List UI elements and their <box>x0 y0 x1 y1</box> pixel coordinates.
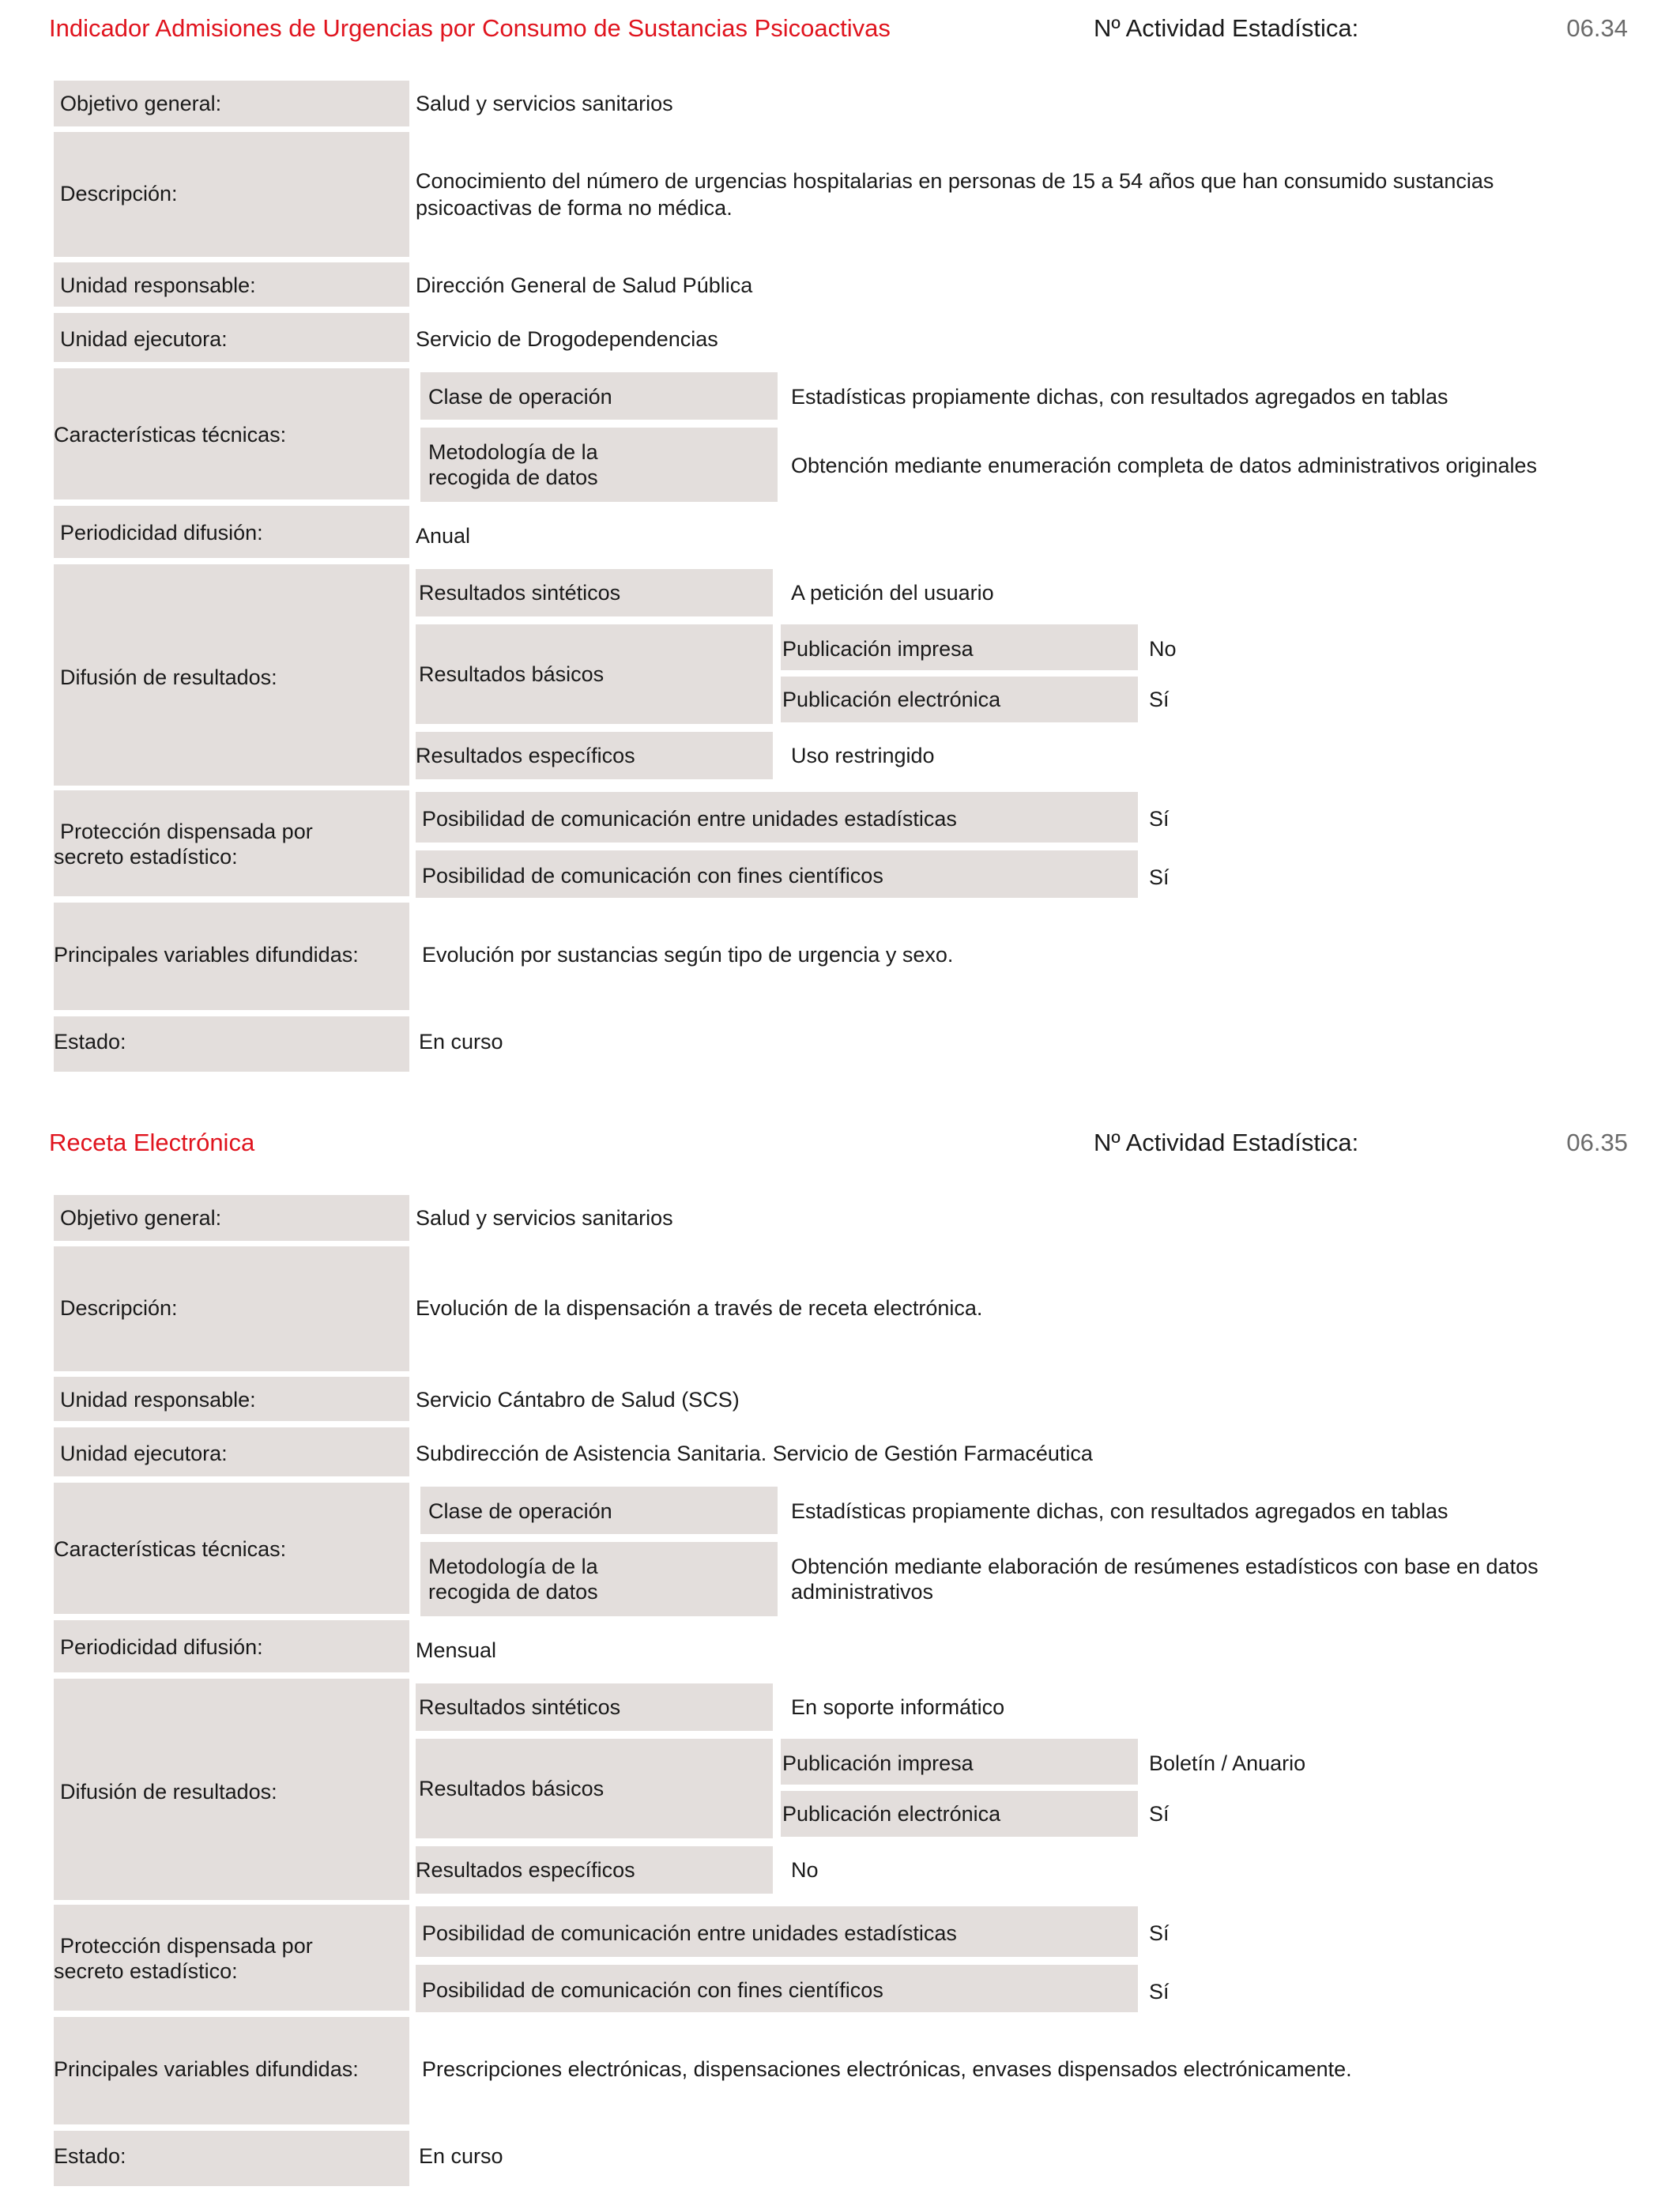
unidad-responsable-value: Servicio Cántabro de Salud (SCS) <box>416 1388 740 1412</box>
comunicacion-cientificos-value: Sí <box>1149 865 1170 889</box>
variables-value: Evolución por sustancias según tipo de urgencia y sexo. <box>422 943 954 967</box>
descripcion-label: Descripción: <box>60 182 178 205</box>
resultados-especificos-value: No <box>791 1858 819 1882</box>
unidad-ejecutora-value: Subdirección de Asistencia Sanitaria. Servicio de Gestión Farmacéutica <box>416 1442 1093 1465</box>
objetivo-label: Objetivo general: <box>60 1206 222 1230</box>
comunicacion-unidades-label: Posibilidad de comunicación entre unidades estadísticas <box>422 807 957 831</box>
comunicacion-unidades-label: Posibilidad de comunicación entre unidades estadísticas <box>422 1921 957 1945</box>
clase-operacion-value: Estadísticas propiamente dichas, con resultados agregados en tablas <box>791 1499 1448 1523</box>
objetivo-label: Objetivo general: <box>60 92 222 115</box>
proteccion-label-line2: secreto estadístico: <box>54 845 238 869</box>
publicacion-electronica-label: Publicación electrónica <box>782 688 1001 711</box>
estado-value: En curso <box>419 2144 503 2168</box>
publicacion-electronica-value: Sí <box>1149 688 1170 711</box>
difusion-label: Difusión de resultados: <box>60 665 277 689</box>
periodicidad-value: Mensual <box>416 1638 497 1662</box>
unidad-responsable-value: Dirección General de Salud Pública <box>416 273 753 297</box>
comunicacion-cientificos-label: Posibilidad de comunicación con fines científicos <box>422 1978 883 2002</box>
resultados-especificos-label: Resultados específicos <box>416 744 635 767</box>
comunicacion-unidades-value: Sí <box>1149 1921 1170 1945</box>
caracteristicas-label: Características técnicas: <box>54 423 287 447</box>
descripcion-value-line2: psicoactivas de forma no médica. <box>416 196 733 220</box>
unidad-ejecutora-value: Servicio de Drogodependencias <box>416 327 718 351</box>
periodicidad-label: Periodicidad difusión: <box>60 1635 263 1659</box>
publicacion-electronica-value: Sí <box>1149 1802 1170 1826</box>
proteccion-label-line1: Protección dispensada por <box>60 1934 313 1958</box>
objetivo-value: Salud y servicios sanitarios <box>416 1206 673 1230</box>
clase-operacion-label: Clase de operación <box>428 1499 612 1523</box>
descripcion-value-line1: Conocimiento del número de urgencias hospitalarias en personas de 15 a 54 años que han consumido sustancias <box>416 169 1494 193</box>
resultados-sinteticos-value: A petición del usuario <box>791 581 994 605</box>
resultados-sinteticos-label: Resultados sintéticos <box>419 1695 621 1719</box>
publicacion-impresa-label: Publicación impresa <box>782 637 974 661</box>
descripcion-value-line1: Evolución de la dispensación a través de receta electrónica. <box>416 1296 983 1320</box>
publicacion-electronica-label: Publicación electrónica <box>782 1802 1001 1826</box>
metodologia-label-line1: Metodología de la <box>428 1555 598 1578</box>
publicacion-impresa-label: Publicación impresa <box>782 1751 974 1775</box>
activity-number: 06.35 <box>1566 1129 1628 1156</box>
section-activity-06-35 <box>0 1114 1680 2194</box>
proteccion-label-line1: Protección dispensada por <box>60 820 313 843</box>
variables-label: Principales variables difundidas: <box>54 2057 359 2081</box>
estado-label: Estado: <box>54 1030 126 1054</box>
proteccion-label-line2: secreto estadístico: <box>54 1959 238 1983</box>
clase-operacion-label: Clase de operación <box>428 385 612 409</box>
publicacion-impresa-value: Boletín / Anuario <box>1149 1751 1306 1775</box>
resultados-especificos-label: Resultados específicos <box>416 1858 635 1882</box>
unidad-ejecutora-label: Unidad ejecutora: <box>60 327 228 351</box>
variables-label: Principales variables difundidas: <box>54 943 359 967</box>
section-title: Indicador Admisiones de Urgencias por Consumo de Sustancias Psicoactivas <box>49 14 891 42</box>
section-title: Receta Electrónica <box>49 1129 255 1156</box>
activity-number-label: Nº Actividad Estadística: <box>1094 1129 1359 1156</box>
comunicacion-cientificos-value: Sí <box>1149 1980 1170 2004</box>
difusion-label: Difusión de resultados: <box>60 1780 277 1804</box>
periodicidad-value: Anual <box>416 524 471 548</box>
resultados-basicos-label: Resultados básicos <box>419 662 605 686</box>
estado-value: En curso <box>419 1030 503 1054</box>
metodologia-value-line1: Obtención mediante enumeración completa de datos administrativos originales <box>791 454 1538 477</box>
metodologia-label-line2: recogida de datos <box>428 1580 598 1604</box>
caracteristicas-label: Características técnicas: <box>54 1537 287 1561</box>
unidad-ejecutora-label: Unidad ejecutora: <box>60 1442 228 1465</box>
descripcion-label: Descripción: <box>60 1296 178 1320</box>
unidad-responsable-label: Unidad responsable: <box>60 1388 256 1412</box>
metodologia-value-line2: administrativos <box>791 1580 934 1604</box>
estado-label: Estado: <box>54 2144 126 2168</box>
comunicacion-unidades-value: Sí <box>1149 807 1170 831</box>
clase-operacion-value: Estadísticas propiamente dichas, con resultados agregados en tablas <box>791 385 1448 409</box>
resultados-basicos-label: Resultados básicos <box>419 1777 605 1800</box>
publicacion-impresa-value: No <box>1149 637 1177 661</box>
metodologia-label-line2: recogida de datos <box>428 466 598 489</box>
periodicidad-label: Periodicidad difusión: <box>60 521 263 545</box>
metodologia-label-line1: Metodología de la <box>428 440 598 464</box>
resultados-sinteticos-label: Resultados sintéticos <box>419 581 621 605</box>
activity-number: 06.34 <box>1566 14 1628 42</box>
variables-value: Prescripciones electrónicas, dispensaciones electrónicas, envases dispensados electrónicamente. <box>422 2057 1352 2081</box>
resultados-especificos-value: Uso restringido <box>791 744 935 767</box>
resultados-sinteticos-value: En soporte informático <box>791 1695 1005 1719</box>
metodologia-value-line1: Obtención mediante elaboración de resúmenes estadísticos con base en datos <box>791 1555 1539 1578</box>
objetivo-value: Salud y servicios sanitarios <box>416 92 673 115</box>
unidad-responsable-label: Unidad responsable: <box>60 273 256 297</box>
activity-number-label: Nº Actividad Estadística: <box>1094 14 1359 42</box>
comunicacion-cientificos-label: Posibilidad de comunicación con fines científicos <box>422 864 883 888</box>
